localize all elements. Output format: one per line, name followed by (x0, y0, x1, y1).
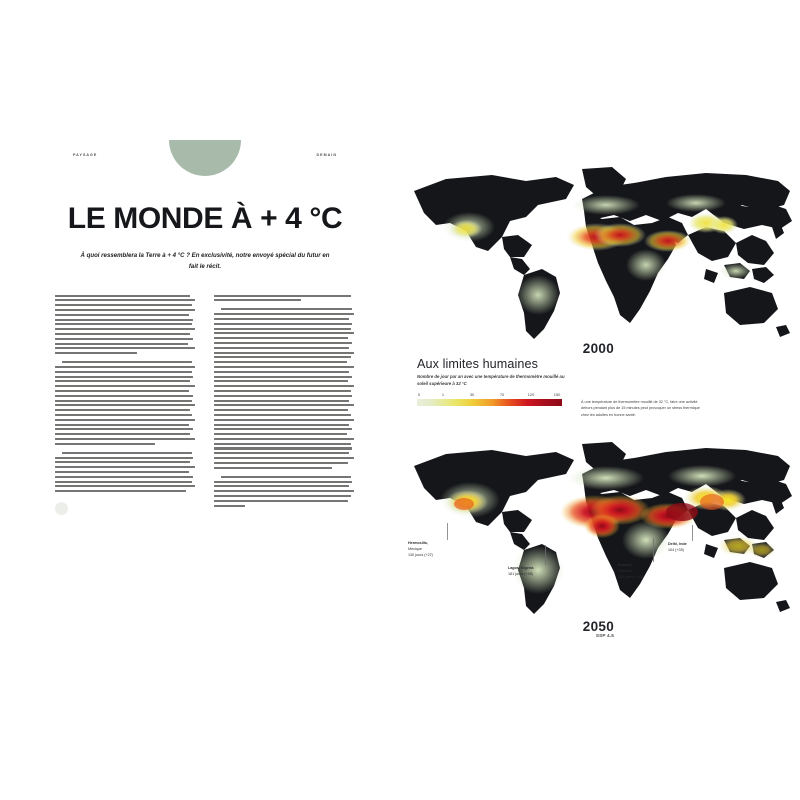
paragraph (214, 308, 355, 468)
standfirst: À quoi ressemblera la Terre à + 4 °C ? En exclusivité, notre envoyé spécial du futur en fait le récit. (80, 252, 330, 271)
map-canvas-2000 (406, 165, 798, 343)
paragraph (55, 452, 196, 492)
callout-city: Lagos, Nigeria (508, 566, 534, 570)
figure-subtitle: Nombre de jour par an avec une température de thermomètre mouillé au soleil supérieure à 32 °C (417, 374, 565, 386)
map-canvas-2050 (406, 440, 798, 618)
callout-region: Mexique (408, 546, 422, 551)
figure-title: Aux limites humaines (417, 357, 538, 371)
paragraph (214, 476, 355, 507)
map-scenario-2050: SSP 4.5 (595, 633, 614, 638)
body-column-right (214, 295, 355, 516)
callout-value: 104 (+35) (668, 547, 684, 552)
article-header (55, 140, 355, 515)
world-map-2000-svg (406, 165, 798, 343)
map-year-2000: 2000 (582, 341, 614, 356)
callout-city: Delhi, Inde (668, 542, 687, 546)
callout-hermosillo (408, 541, 466, 559)
paragraph (55, 295, 196, 355)
paragraph (214, 295, 355, 302)
legend-side-note: À une température de thermomètre mouillé de 32 °C, faire une activité dehors pendant plus de 15 minutes peut provoquer un stress thermique chez les adultes en bonne santé. (581, 400, 700, 417)
legend-tick: 120 (527, 391, 535, 397)
leader-line (653, 538, 654, 562)
leader-line (692, 525, 693, 541)
callout-region: Pakistan (618, 568, 633, 573)
body-column-left (55, 295, 196, 516)
callout-city: Hermosillo, (408, 541, 429, 545)
legend-tick: 150 (553, 391, 561, 397)
callout-city: Karachi, (618, 563, 633, 567)
map-2050 (406, 440, 798, 618)
legend-tick: 0 (417, 391, 421, 397)
legend-tick: 30 (469, 391, 475, 397)
leader-line (545, 545, 546, 565)
leader-line (447, 523, 448, 540)
semicircle-decoration (169, 140, 241, 176)
kicker-left: PAYSAGE (73, 153, 98, 157)
kicker-right: DEMAIN (316, 153, 337, 157)
body-columns (55, 295, 355, 516)
world-map-2050-svg (406, 440, 798, 618)
callout-value: 130 jours (+27) (408, 552, 433, 557)
legend-color-bar (417, 399, 562, 407)
callout-karachi (618, 563, 680, 581)
map-year-2050: 2050 (582, 619, 614, 634)
folio (55, 502, 68, 515)
legend-tick-labels (417, 392, 562, 399)
legend-tick: 1 (441, 391, 445, 397)
map-2000 (406, 165, 798, 343)
page-title: LE MONDE À + 4 °C (67, 202, 343, 235)
paragraph (55, 361, 196, 445)
callout-value: 140 jours (+36) (618, 574, 643, 579)
callout-value: 181 jours (+38) (508, 571, 533, 576)
callout-delhi (668, 542, 722, 554)
callout-lagos (508, 566, 570, 578)
legend-tick: 70 (499, 391, 505, 397)
page-right (400, 0, 800, 800)
kicker-row (55, 140, 355, 192)
